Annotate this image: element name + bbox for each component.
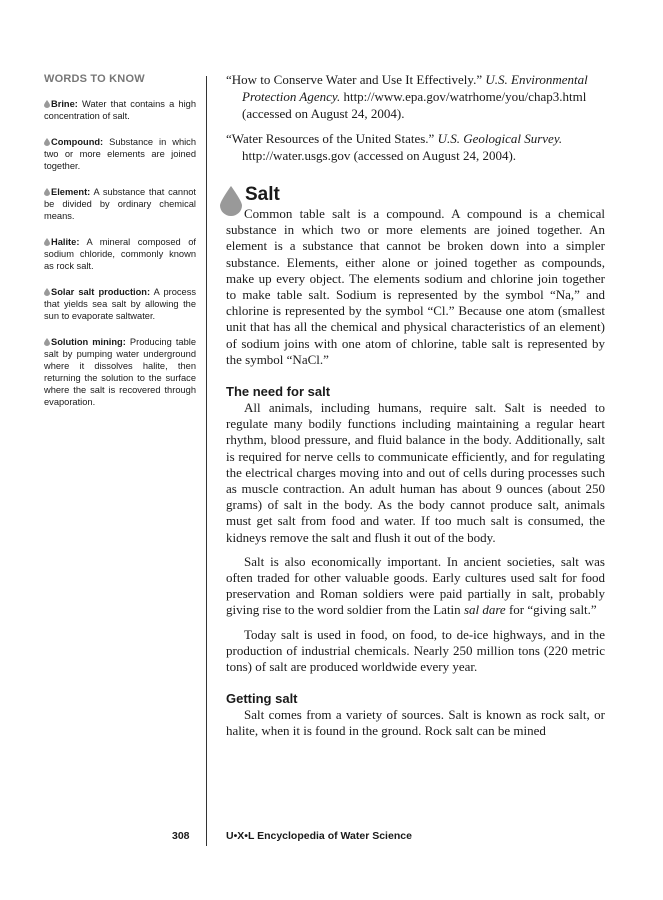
text-run: Salt is also economically important. In ancient societies, salt was often traded for other valuable goods. Early cultures used salt for food preservation and Roman soldiers were paid partially in salt, probably giving rise to the word soldier from the Latin: [226, 553, 605, 618]
glossary-term: [44, 286, 196, 322]
words-to-know-sidebar: [44, 73, 196, 422]
book-title: U•X•L Encyclopedia of Water Science: [226, 830, 412, 842]
term-word: Halite:: [51, 237, 80, 247]
water-drop-icon: [44, 338, 50, 346]
subsection-heading: Getting salt: [226, 691, 298, 707]
water-drop-icon: [44, 100, 50, 108]
glossary-term: [44, 236, 196, 272]
reference-url[interactable]: http://water.usgs.gov (accessed on August 24, 2004).: [242, 148, 517, 163]
main-column: [226, 71, 605, 748]
body-paragraph: Today salt is used in food, on food, to de-ice highways, and in the production of industrial chemicals. Nearly 250 million tons (220 metric tons) of salt are produced worldwide every year.: [226, 626, 605, 675]
reference-title: “Water Resources of the United States.”: [226, 131, 435, 146]
glossary-term: [44, 98, 196, 122]
term-word: Solar salt production:: [51, 287, 151, 297]
reference-entry: [226, 130, 605, 164]
latin-phrase: sal dare: [463, 602, 506, 618]
body-paragraph: Common table salt is a compound. A compound is a chemical substance in which two or more elements are joined together. An element is a substance that cannot be broken down into a simpler substance. Elements, either alone or joined together as compounds, make up every object. The elements sodium and chlorine join together to make table salt. Sodium is represented by the symbol “Na,” and chlorine is represented by the symbol “Cl.” Because one atom (smallest unit that has all the chemical and physical characteristics of an element) of sodium joins with one atom of chlorine, table salt is represented by the symbol “NaCl.”: [226, 206, 605, 367]
term-definition: Producing table salt by pumping water underground where it dissolves halite, then returning the solution to the surface where the salt is recovered through evaporation.: [44, 337, 196, 407]
term-definition: A substance that cannot be divided by ordinary chemical means.: [44, 187, 196, 221]
glossary-term: [44, 186, 196, 222]
reference-source: U.S. Environmental Protection Agency.: [242, 72, 588, 104]
term-word: Element:: [51, 187, 91, 197]
term-definition: A mineral composed of sodium chloride, commonly known as rock salt.: [44, 237, 196, 271]
term-word: Solution mining:: [51, 337, 126, 347]
body-paragraph: All animals, including humans, require salt. Salt is needed to regulate many bodily functions including maintaining a regular heart rhythm, blood pressure, and fluid balance in the body. Additionally, salt is required for nerve cells to communicate efficiently, and for regulating the electrical charges moving into and out of cells during processes such as muscle contraction. An adult human has about 9 ounces (about 250 grams) of salt in the body. As the body cannot produce salt, animals must get salt from food and water. If too much salt is consumed, the kidneys remove the salt and flush it out of the body.: [226, 400, 605, 545]
term-definition: A process that yields sea salt by allowing the sun to evaporate saltwater.: [44, 287, 196, 321]
sidebar-title: WORDS TO KNOW: [44, 73, 145, 85]
reference-entry: [226, 71, 605, 122]
term-word: Brine:: [51, 99, 78, 109]
page-number: 308: [172, 830, 190, 842]
body-paragraph: Salt comes from a variety of sources. Salt is known as rock salt, or halite, when it is found in the ground. Rock salt can be mined: [226, 707, 605, 739]
term-definition: Substance in which two or more elements are joined together.: [44, 137, 196, 171]
reference-source: U.S. Geological Survey.: [437, 131, 563, 146]
term-definition: Water that contains a high concentration of salt.: [44, 99, 196, 121]
section-heading-wrap: [226, 186, 605, 206]
section-heading: Salt: [245, 184, 280, 205]
term-word: Compound:: [51, 137, 104, 147]
column-divider: [206, 76, 207, 846]
water-drop-icon: [44, 238, 50, 246]
reference-title: “How to Conserve Water and Use It Effectively.”: [226, 72, 483, 87]
water-drop-icon: [44, 188, 50, 196]
water-drop-icon: [44, 288, 50, 296]
water-drop-icon: [220, 186, 242, 216]
reference-url[interactable]: http://www.epa.gov/watrhome/you/chap3.html (accessed on August 24, 2004).: [242, 89, 587, 121]
glossary-term: [44, 336, 196, 408]
subsection-heading: The need for salt: [226, 384, 331, 400]
body-paragraph: [226, 554, 605, 619]
glossary-term: [44, 136, 196, 172]
water-drop-icon: [44, 138, 50, 146]
text-run: for “giving salt.”: [505, 602, 597, 618]
